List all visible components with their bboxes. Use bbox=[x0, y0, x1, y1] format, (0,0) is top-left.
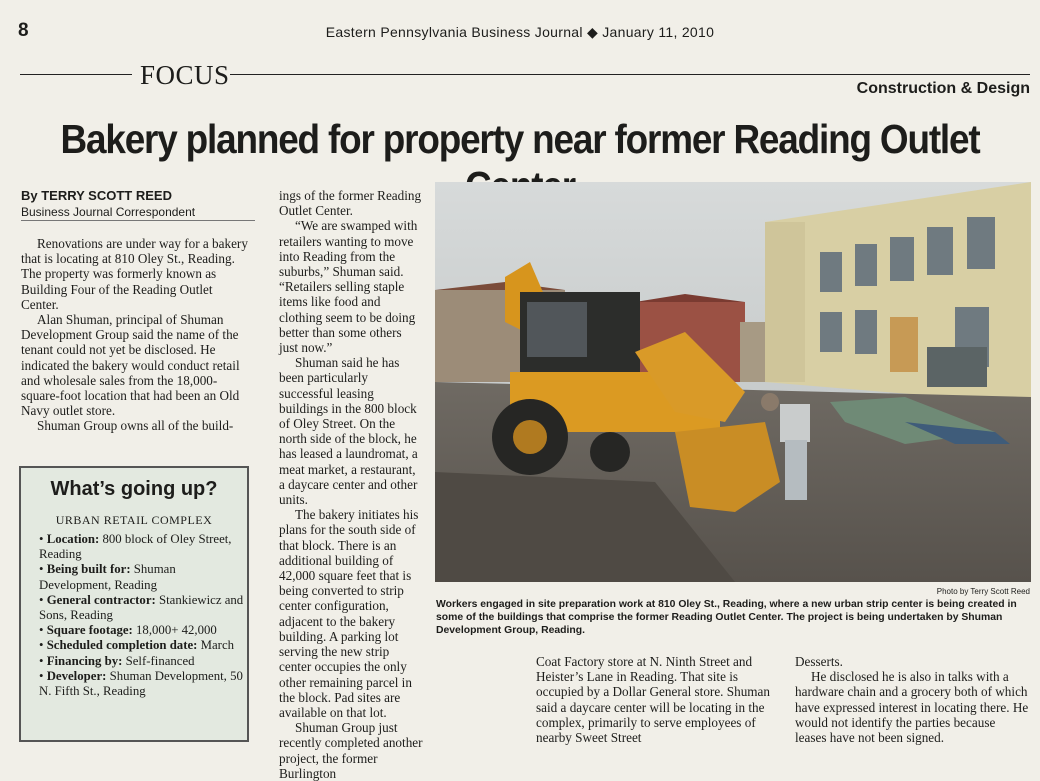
list-item: • General contractor: Stankiewicz and Sons, Reading bbox=[39, 592, 244, 623]
item-value: Self-financed bbox=[125, 653, 195, 668]
item-value: 800 block of Oley Street, Reading bbox=[39, 532, 232, 562]
paragraph: ings of the former Reading Outlet Center. bbox=[279, 188, 422, 219]
paragraph: Shuman said he has been particularly successful leasing buildings in the 800 block of Oley Street. On the north side of the block, he has leased a laundromat, a meat market, a restaurant, a daycare center and other units. bbox=[279, 355, 418, 508]
item-value: 18,000+ 42,000 bbox=[136, 623, 217, 638]
item-label: Being built for: bbox=[46, 562, 131, 577]
paragraph: Desserts. bbox=[795, 654, 843, 669]
list-item: • Location: 800 block of Oley Street, Reading bbox=[39, 532, 232, 562]
headline: Bakery planned for property near former Reading Outlet bbox=[60, 116, 980, 162]
list-item: • Square footage: 18,000+ 42,000 bbox=[39, 623, 217, 638]
article-column-2 bbox=[279, 188, 423, 781]
sidebar-list bbox=[39, 532, 245, 699]
paragraph: Shuman Group owns all of the build- bbox=[37, 418, 234, 434]
masthead: Eastern Pennsylvania Business Journal ◆ January 11, 2010 bbox=[325, 24, 715, 40]
sidebar-subtitle: URBAN RETAIL COMPLEX bbox=[55, 513, 213, 527]
item-label: General contractor: bbox=[46, 592, 156, 607]
item-label: Financing by: bbox=[46, 653, 123, 668]
byline-title: Business Journal Correspondent bbox=[21, 205, 196, 219]
item-value: Shuman Development, Reading bbox=[39, 562, 176, 592]
photo-illustration bbox=[435, 182, 1031, 582]
list-item: • Financing by: Self-financed bbox=[39, 653, 195, 668]
article-column-4 bbox=[795, 654, 1029, 745]
item-label: Scheduled completion date: bbox=[46, 638, 198, 653]
paragraph: The bakery initiates his plans for the south side of that block. There is an additional building of 42,000 square feet that is being converted to strip center configuration, adjacent to the bakery building. A parking lot serving the new strip center occupies the only other remaining parcel in the block. Pad sites are available on that lot. bbox=[279, 507, 419, 720]
item-value: March bbox=[200, 638, 235, 653]
item-value: Stankiewicz and Sons, Reading bbox=[39, 592, 244, 623]
article-column-1 bbox=[21, 236, 252, 434]
construction-photo bbox=[435, 182, 1031, 582]
paragraph: He disclosed he is also in talks with a hardware chain and a grocery both of which have expressed interest in locating there. He would not identify the parties because leases have not been signed. bbox=[795, 669, 1029, 746]
item-label: Developer: bbox=[46, 668, 107, 683]
paragraph: Shuman Group just recently completed another project, the former Burlington bbox=[279, 720, 423, 781]
item-label: Location: bbox=[46, 532, 100, 546]
sidebar-box bbox=[19, 466, 249, 742]
item-value: Shuman Development, 50 N. Fifth St., Reading bbox=[39, 668, 243, 699]
byline-rule bbox=[21, 220, 255, 221]
photo-caption: Workers engaged in site preparation work at 810 Oley St., Reading, where a new urban strip center is being created in some of the buildings that comprise the former Reading Outlet Center. The project is being undertaken by Shuman Development Group, Reading. bbox=[436, 599, 1017, 637]
item-label: Square footage: bbox=[46, 623, 133, 638]
list-item: • Developer: Shuman Development, 50 N. Fifth St., Reading bbox=[39, 668, 243, 699]
paragraph: Alan Shuman, principal of Shuman Development Group said the name of the tenant could not yet be disclosed. He indicated the bakery would conduct retail and wholesale sales from the 18,000-square-foot location that had been an Old Navy outlet store. bbox=[21, 312, 240, 419]
paragraph: Coat Factory store at N. Ninth Street and Heister’s Lane in Reading. That site is occupied by a Dollar General store. Shuman said a daycare center will be locating in the complex, primarily to serve employees of nearby Sweet Street bbox=[536, 654, 771, 746]
byline: By TERRY SCOTT REED bbox=[21, 188, 172, 203]
article-column-3 bbox=[536, 654, 776, 745]
paragraph: “We are swamped with retailers wanting to move into Reading from the suburbs,” Shuman said. “Retailers selling staple items like food and clothing seem to be doing better than some others just now.” bbox=[279, 218, 418, 356]
paragraph: Renovations are under way for a bakery that is locating at 810 Oley St., Reading. The property was formerly known as Building Four of the Reading Outlet Center. bbox=[21, 236, 248, 312]
photo-credit: Photo by Terry Scott Reed bbox=[936, 587, 1030, 596]
list-item: • Being built for: Shuman Development, Reading bbox=[39, 562, 176, 592]
section-label: Construction & Design bbox=[856, 80, 1030, 97]
page-number: 8 bbox=[18, 20, 29, 41]
list-item: • Scheduled completion date: March bbox=[39, 638, 235, 653]
focus-rule-left bbox=[20, 74, 132, 75]
focus-rule-right bbox=[230, 74, 1030, 75]
sidebar-title: What’s going up? bbox=[50, 478, 218, 500]
focus-label: FOCUS bbox=[140, 60, 230, 90]
